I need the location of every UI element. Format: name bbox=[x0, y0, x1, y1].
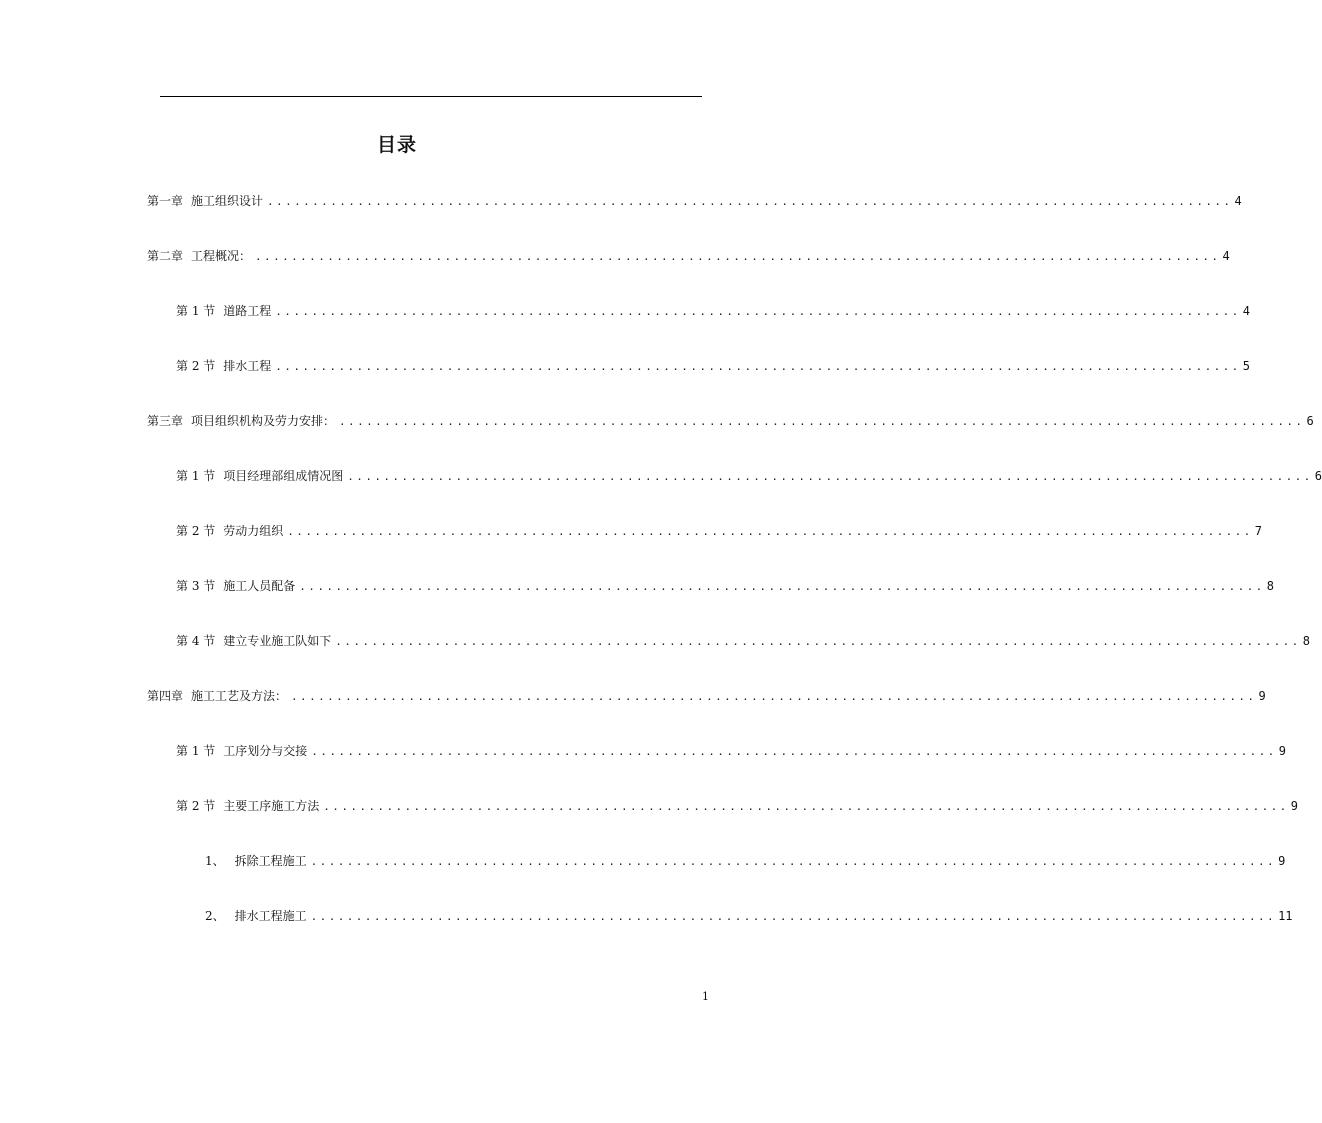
toc-entry-label: 拆除工程施工 bbox=[234, 854, 307, 868]
toc-entry-section-2-1[interactable] bbox=[176, 301, 1250, 321]
toc-entry-page: 9 bbox=[1258, 689, 1266, 703]
toc-entry-page: 8 bbox=[1266, 579, 1274, 593]
toc-dot-leader: ........................................................................................................... bbox=[323, 800, 1289, 813]
toc-entry-number: 第 2 节 bbox=[176, 359, 216, 373]
toc-entry-chapter-1[interactable] bbox=[147, 191, 1242, 211]
toc-entry-number: 第 4 节 bbox=[176, 634, 216, 648]
toc-entry-page: 9 bbox=[1290, 799, 1298, 813]
toc-dot-leader: ........................................................................................................... bbox=[310, 910, 1277, 923]
toc-entry-number: 第三章 bbox=[147, 414, 184, 428]
toc-entry-section-4-1[interactable] bbox=[176, 741, 1286, 761]
toc-entry-number: 第 1 节 bbox=[176, 469, 216, 483]
toc-entry-page: 9 bbox=[1278, 744, 1286, 758]
toc-entry-section-3-1[interactable] bbox=[176, 466, 1322, 486]
toc-dot-leader: ........................................................................................................... bbox=[255, 250, 1221, 263]
toc-entry-number: 第 1 节 bbox=[176, 744, 216, 758]
toc-entry-page: 4 bbox=[1234, 194, 1242, 208]
toc-dot-leader: ........................................................................................................... bbox=[275, 360, 1241, 373]
toc-dot-leader: ........................................................................................................... bbox=[311, 745, 1277, 758]
toc-entry-label: 排水工程施工 bbox=[234, 909, 307, 923]
toc-dot-leader: ........................................................................................................... bbox=[267, 195, 1233, 208]
toc-dot-leader: ........................................................................................................... bbox=[339, 415, 1305, 428]
toc-entry-label: 工序划分与交接 bbox=[223, 744, 308, 758]
toc-dot-leader: ........................................................................................................... bbox=[291, 690, 1257, 703]
toc-entry-label: 施工工艺及方法： bbox=[191, 689, 288, 703]
toc-entry-page: 4 bbox=[1242, 304, 1250, 318]
toc-entry-page: 6 bbox=[1306, 414, 1314, 428]
toc-entry-number: 第 2 节 bbox=[176, 524, 216, 538]
toc-entry-label: 建立专业施工队如下 bbox=[223, 634, 332, 648]
toc-entry-label: 劳动力组织 bbox=[223, 524, 284, 538]
toc-dot-leader: ........................................................................................................... bbox=[299, 580, 1265, 593]
toc-entry-label: 施工人员配备 bbox=[223, 579, 296, 593]
toc-entry-number: 第二章 bbox=[147, 249, 184, 263]
toc-entry-label: 施工组织设计 bbox=[191, 194, 264, 208]
toc-dot-leader: ........................................................................................................... bbox=[287, 525, 1253, 538]
toc-entry-label: 道路工程 bbox=[223, 304, 272, 318]
toc-entry-number: 第四章 bbox=[147, 689, 184, 703]
toc-dot-leader: ........................................................................................................... bbox=[347, 470, 1313, 483]
toc-dot-leader: ........................................................................................................... bbox=[275, 305, 1241, 318]
toc-entry-section-4-2[interactable] bbox=[176, 796, 1298, 816]
toc-entry-page: 7 bbox=[1254, 524, 1262, 538]
toc-entry-label: 主要工序施工方法 bbox=[223, 799, 320, 813]
toc-entry-number: 第 1 节 bbox=[176, 304, 216, 318]
toc-entry-number: 第 2 节 bbox=[176, 799, 216, 813]
toc-dot-leader: ........................................................................................................... bbox=[335, 635, 1301, 648]
toc-entry-number: 第 3 节 bbox=[176, 579, 216, 593]
toc-entry-number: 2、 bbox=[205, 909, 225, 923]
toc-entry-label: 项目经理部组成情况图 bbox=[223, 469, 344, 483]
toc-entry-page: 9 bbox=[1278, 854, 1286, 868]
toc-entry-chapter-2[interactable] bbox=[147, 246, 1230, 266]
toc-entry-section-2-2[interactable] bbox=[176, 356, 1250, 376]
toc-entry-page: 4 bbox=[1222, 249, 1230, 263]
toc-entry-label: 排水工程 bbox=[223, 359, 272, 373]
toc-entry-label: 工程概况： bbox=[191, 249, 252, 263]
toc-entry-section-3-3[interactable] bbox=[176, 576, 1274, 596]
toc-entry-page: 11 bbox=[1278, 909, 1293, 923]
toc-dot-leader: ........................................................................................................... bbox=[310, 855, 1277, 868]
toc-entry-section-3-2[interactable] bbox=[176, 521, 1262, 541]
toc-entry-number: 1、 bbox=[205, 854, 225, 868]
toc-title: 目录 bbox=[376, 134, 417, 156]
toc-entry-section-3-4[interactable] bbox=[176, 631, 1310, 651]
toc-entry-label: 项目组织机构及劳力安排： bbox=[191, 414, 336, 428]
toc-entry-number: 第一章 bbox=[147, 194, 184, 208]
toc-entry-page: 5 bbox=[1242, 359, 1250, 373]
page-number: 1 bbox=[702, 990, 709, 1003]
toc-entry-item-4-2-2[interactable] bbox=[205, 906, 1293, 926]
toc-entry-item-4-2-1[interactable] bbox=[205, 851, 1286, 871]
toc-entry-chapter-3[interactable] bbox=[147, 411, 1314, 431]
toc-entry-page: 8 bbox=[1302, 634, 1310, 648]
toc-entry-page: 6 bbox=[1314, 469, 1322, 483]
toc-entry-chapter-4[interactable] bbox=[147, 686, 1266, 706]
